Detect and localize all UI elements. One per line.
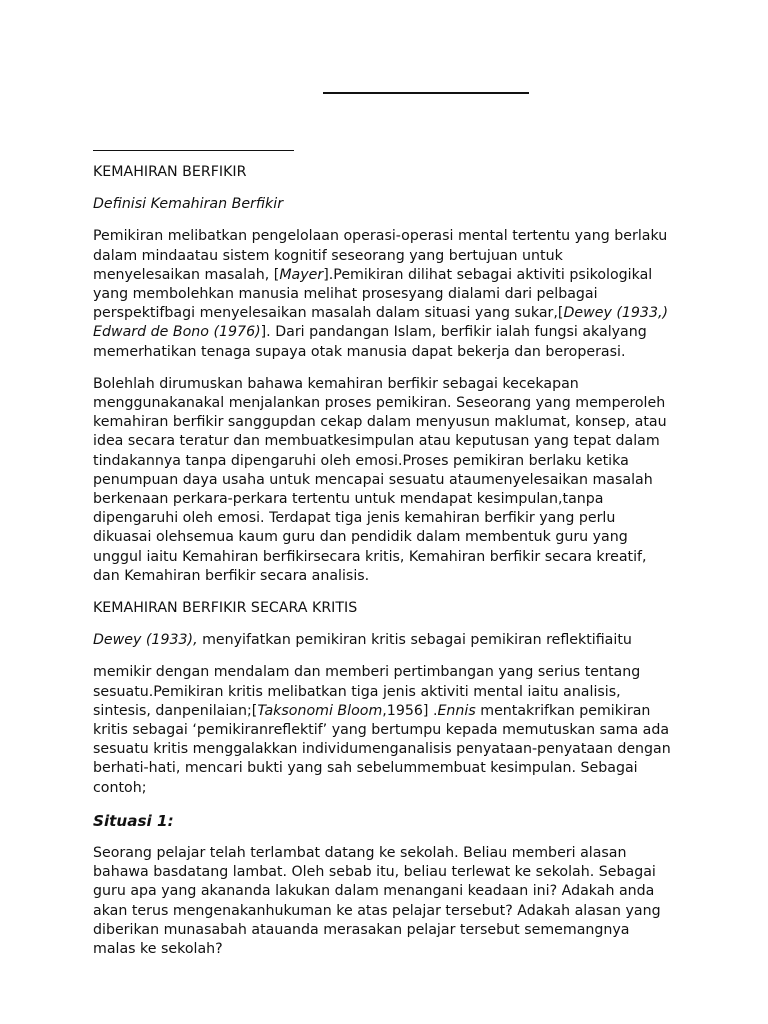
text-line: dan Kemahiran berfikir secara analisis. xyxy=(93,567,370,584)
paragraph-definition xyxy=(93,227,678,361)
text-line: Pemikiran melibatkan pengelolaan operasi-operasi mental tertentu yang berlaku xyxy=(93,228,668,245)
text-run: perspektifbagi menyelesaikan masalah dalam situasi yang sukar,[ xyxy=(93,305,564,322)
citation-bloom: Taksonomi Bloom xyxy=(257,702,383,719)
text-line: memikir dengan mendalam dan memberi pertimbangan yang serius tentang xyxy=(93,664,641,681)
text-line: akan terus mengenakanhukuman ke atas pelajar tersebut? Adakah alasan yang xyxy=(93,902,661,919)
text-run: mentakrifkan pemikiran xyxy=(475,702,651,719)
situasi-title: Situasi 1: xyxy=(93,811,174,830)
text-run: sintesis, danpenilaian;[ xyxy=(93,702,258,719)
text-line: sesuatu.Pemikiran kritis melibatkan tiga jenis aktiviti mental iaitu analisis, xyxy=(93,683,621,700)
paragraph-dewey xyxy=(93,631,678,650)
text-line: dikuasai olehsemua kaum guru dan pendidik dalam membentuk guru yang xyxy=(93,529,628,546)
subheading: Definisi Kemahiran Berfikir xyxy=(93,196,284,213)
paragraph-summary xyxy=(93,375,678,586)
text-line: tindakannya tanpa dipengaruhi oleh emosi.Proses pemikiran berlaku ketika xyxy=(93,452,629,469)
text-line: kritis sebagai ‘pemikiranreflektif’ yang bertumpu kepada memutuskan sama ada xyxy=(93,722,670,739)
text-run: menyelesaikan masalah, [ xyxy=(93,266,280,283)
text-line: dipengaruhi oleh emosi. Terdapat tiga jenis kemahiran berfikir yang perlu xyxy=(93,510,616,527)
text-line: dalam mindaatau sistem kognitif seseorang yang bertujuan untuk xyxy=(93,247,563,264)
text-line xyxy=(93,304,678,323)
text-line: malas ke sekolah? xyxy=(93,940,223,957)
citation-ennis: Ennis xyxy=(437,702,476,719)
text-line: unggul iaitu Kemahiran berfikirsecara kritis, Kemahiran berfikir secara kreatif, xyxy=(93,548,647,565)
text-line: guru apa yang akananda lakukan dalam menangani keadaan ini? Adakah anda xyxy=(93,883,655,900)
text-line xyxy=(93,323,678,342)
citation-dewey: Dewey (1933,) xyxy=(563,305,669,322)
text-line: berhati-hati, mencari bukti yang sah sebelummembuat kesimpulan. Sebagai xyxy=(93,760,638,777)
header-rule xyxy=(323,92,529,94)
citation-de-bono: Edward de Bono (1976) xyxy=(93,324,261,341)
text-line: idea secara teratur dan membuatkesimpulan atau keputusan yang tepat dalam xyxy=(93,433,660,450)
text-line: sesuatu kritis menggalakkan individumenganalisis penyataan-penyataan dengan xyxy=(93,741,671,758)
text-line xyxy=(93,702,678,721)
section-title: KEMAHIRAN BERFIKIR SECARA KRITIS xyxy=(93,600,358,617)
text-line: diberikan munasabah atauanda merasakan pelajar tersebut sememangnya xyxy=(93,921,630,938)
text-line: menggunakanakal menjalankan proses pemikiran. Seseorang yang memperoleh xyxy=(93,395,666,412)
text-run: ]. Dari pandangan Islam, berfikir ialah fungsi akalyang xyxy=(260,324,647,341)
text-line: yang membolehkan manusia melihat prosesyang dialami dari pelbagai xyxy=(93,286,598,303)
text-run: ,1956] . xyxy=(382,702,438,719)
citation-mayer: Mayer xyxy=(279,266,324,283)
text-run: menyifatkan pemikiran kritis sebagai pemikiran reflektifiaitu xyxy=(197,632,632,649)
text-line: berkenaan perkara-perkara tertentu untuk mendapat kesimpulan,tanpa xyxy=(93,491,604,508)
document-body xyxy=(93,163,678,972)
text-line: contoh; xyxy=(93,779,147,796)
heading: KEMAHIRAN BERFIKIR xyxy=(93,164,247,180)
text-run: ].Pemikiran dilihat sebagai aktiviti psikologikal xyxy=(323,266,653,283)
text-line: memerhatikan tenaga supaya otak manusia dapat bekerja dan beroperasi. xyxy=(93,343,626,360)
title-rule xyxy=(93,150,294,151)
paragraph-critical xyxy=(93,663,678,797)
text-line: Seorang pelajar telah terlambat datang ke sekolah. Beliau memberi alasan xyxy=(93,844,627,861)
paragraph-situasi xyxy=(93,844,678,959)
text-line: Bolehlah dirumuskan bahawa kemahiran berfikir sebagai kecekapan xyxy=(93,375,579,392)
text-line: bahawa basdatang lambat. Oleh sebab itu, beliau terlewat ke sekolah. Sebagai xyxy=(93,864,656,881)
citation-dewey: Dewey (1933), xyxy=(93,632,198,649)
text-line xyxy=(93,266,678,285)
text-line: penumpuan daya usaha untuk mencapai sesuatu ataumenyelesaikan masalah xyxy=(93,471,653,488)
text-line: kemahiran berfikir sanggupdan cekap dalam menyusun maklumat, konsep, atau xyxy=(93,414,667,431)
